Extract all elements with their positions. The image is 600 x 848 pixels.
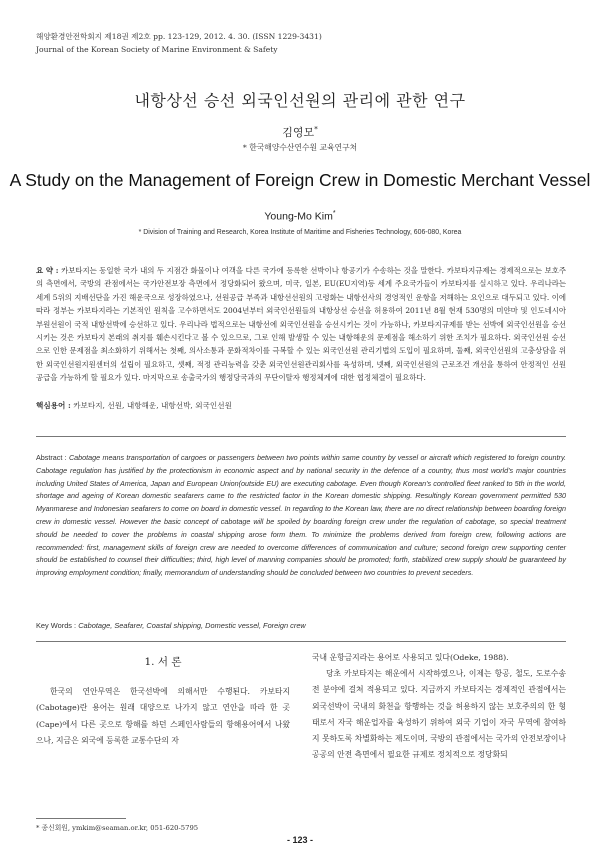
footnote-divider [36, 818, 126, 819]
divider-top [36, 436, 566, 437]
divider-bottom [36, 641, 566, 642]
author-english-mark: * [332, 210, 336, 217]
page-number: - 123 - [286, 835, 313, 845]
keywords-english-label: Key Words : [36, 621, 77, 630]
abstract-english-text: Cabotage means transportation of cargoes or passengers between two points within same country by vessel or aircraft which registered to foreign country. Cabotage regulation has justified by the protectionism in economic aspect and by national security in the defence of a country, thus most world's major countries including United States of America, Japan and European Union(outside EU) are executing cabotage. Even though Korean's controlled fleet ranked to 5th in the world, shortage and ageing of Korean domestic seafarers came to the restricted factor in the Korean domestic shipping. Resultingly Korean government permitted 530 Myanmarese and Indonesian seafarers to come on board in domestic vessel. In regarding to the Korean law, there are no direct relationship between boarding foreign crew in domestic vessel. However the basic concept of cabotage will be spoiled by boarding foreign crew under the regulation of cabotage, so special treatment should be needed to cover the problems in coastal shipping arose form them. To minimize the problems derived from foreign crew, following actions are recommended: first, management skills of foreign crew are needed to overcome differences of communication and culture; second foreign crew supporting center should be established to counsel their difficulties; third, high level of manning companies should be promoted; forth, stabilized crew supply should be guaranteed by improving employment condition; finally, memorandum of understanding should be concluded between two countries to prevent seceders. [36, 453, 566, 578]
affiliation-korean: * 한국해양수산연수원 교육연구처 [242, 143, 358, 152]
abstract-korean-text: 카보타지는 동일한 국가 내의 두 지점간 화물이나 여객을 다른 국가에 등록한 선박이나 항공기가 수송하는 것을 말한다. 카보타지규제는 경제적으로는 보호주의 측면에서, 국방의 관점에서는 국가안전보장 측면에서 정당화되어 왔으며, 미국, 일본, EU(EU지역)등 세계 주요국가들이 카보타지를 실시하고 있다. 우리나라는 세계 5위의 지배선단을 가진 해운국으로 성장하였으나, 선원공급 부족과 내항선선원의 고령화는 내항선사의 경영적인 운항을 저해하는 요인으로 대두되고 있다. 이에 따라 정부는 카보타지라는 기본적인 원칙을 고수하면서도 2004년부터 외국인선원들의 내항상선 승선을 허용하여 2011년 8월 현재 530명의 미얀마 및 인도네시아 부원선원이 국적 내항선박에 승선하고 있다. 우리나라 법적으로는 내항선에 외국인선원을 승선시키는 것이 가능하나, 카보타지규제를 받는 선박에 외국인선원을 승선시키는 것은 카보타지 본래의 취지를 훼손시킨다고 볼 수 있으므로, 그로 인해 발생할 수 있는 내항해운의 문제점을 해소하기 위한 조치가 필요하다. 외국인선원 승선으로 인한 문제점을 최소화하기 위해서는 첫째, 의사소통과 문화적차이를 극복할 수 있는 외국인선원 관리기법의 도입이 필요하며, 둘째, 외국인선원의 고충상담을 위한 외국인선원지원센터의 설립이 필요하고, 셋째, 적정 관리능력을 갖춘 외국인선원관리회사를 육성하며, 넷째, 외국인선원의 근로조건 개선을 통하여 안정적인 선원공급을 가능하게 할 필요가 있다. 마지막으로 송출국가의 행정당국과의 무단이탈자 행정체계에 대한 협정체결이 필요하다. [36, 266, 567, 383]
abstract-korean-label: 요 약 : [36, 266, 59, 275]
title-korean: 내항상선 승선 외국인선원의 관리에 관한 연구 [134, 91, 466, 110]
footnote: * 종신회원, ymkim@seaman.or.kr, 051-620-5795 [36, 824, 199, 832]
intro-paragraph-right-1: 국내 운항금지라는 용어로 사용되고 있다(Odeke, 1988). [312, 653, 509, 662]
abstract-korean [36, 264, 566, 385]
keywords-korean [36, 400, 566, 411]
author-korean-name: 김영모 [282, 126, 315, 139]
column-right [312, 650, 566, 763]
intro-paragraph-left: 한국의 연안무역은 한국선박에 의해서만 수행된다. 카보타지(Cabotage)란 용어는 원래 대양으로 나가지 않고 연안을 따라 한 곳(Cape)에서 다른 곳으로 항해를 하던 스페인사람들의 항해용어에서 나왔으나, 지금은 외국에 등록한 교통수단의 자 [36, 687, 290, 745]
section-heading: 1. 서 론 [144, 656, 182, 668]
journal-citation: 해양환경안전학회지 제18권 제2호 pp. 123-129, 2012. 4. 30. (ISSN 1229-3431) [36, 32, 322, 41]
keywords-english-text: Cabotage, Seafarer, Coastal shipping, Domestic vessel, Foreign crew [78, 621, 306, 630]
title-english: A Study on the Management of Foreign Crew in Domestic Merchant Vessel [9, 170, 591, 190]
affiliation-english: * Division of Training and Research, Korea Institute of Maritime and Fisheries Technology, 606-080, Korea [138, 229, 462, 236]
author-english [0, 210, 600, 223]
journal-name: Journal of the Korean Society of Marine Environment & Safety [36, 45, 278, 54]
author-korean [0, 124, 600, 140]
author-english-name: Young-Mo Kim [264, 210, 333, 223]
abstract-english [36, 452, 566, 580]
column-left [36, 650, 290, 749]
abstract-english-label: Abstract : [36, 453, 67, 462]
keywords-korean-label: 핵심용어 : [36, 401, 71, 410]
intro-paragraph-right-2: 당초 카보타지는 해운에서 시작하였으나, 이제는 항공, 철도, 도로수송 전 분야에 걸쳐 적용되고 있다. 지금까지 카보타지는 경제적인 관점에서는 외국선박이 국내의 화천을 항행하는 것을 허용하지 않는 보호주의의 한 형태로서 자국 해운업자를 육성하기 위하여 외국 기업이 자국 무역에 참여하지 못하도록 차별화하는 제도이며, 국방의 관점에서는 국가의 안전보장이나 공공의 안전 측면에서 필요한 규제로 정치적으로 정당화되 [312, 669, 566, 760]
author-korean-mark: * [314, 125, 318, 134]
keywords-english [36, 621, 566, 630]
keywords-korean-text: 카보타지, 선원, 내항해운, 내항선박, 외국인선원 [73, 401, 232, 410]
journal-header [36, 30, 322, 56]
